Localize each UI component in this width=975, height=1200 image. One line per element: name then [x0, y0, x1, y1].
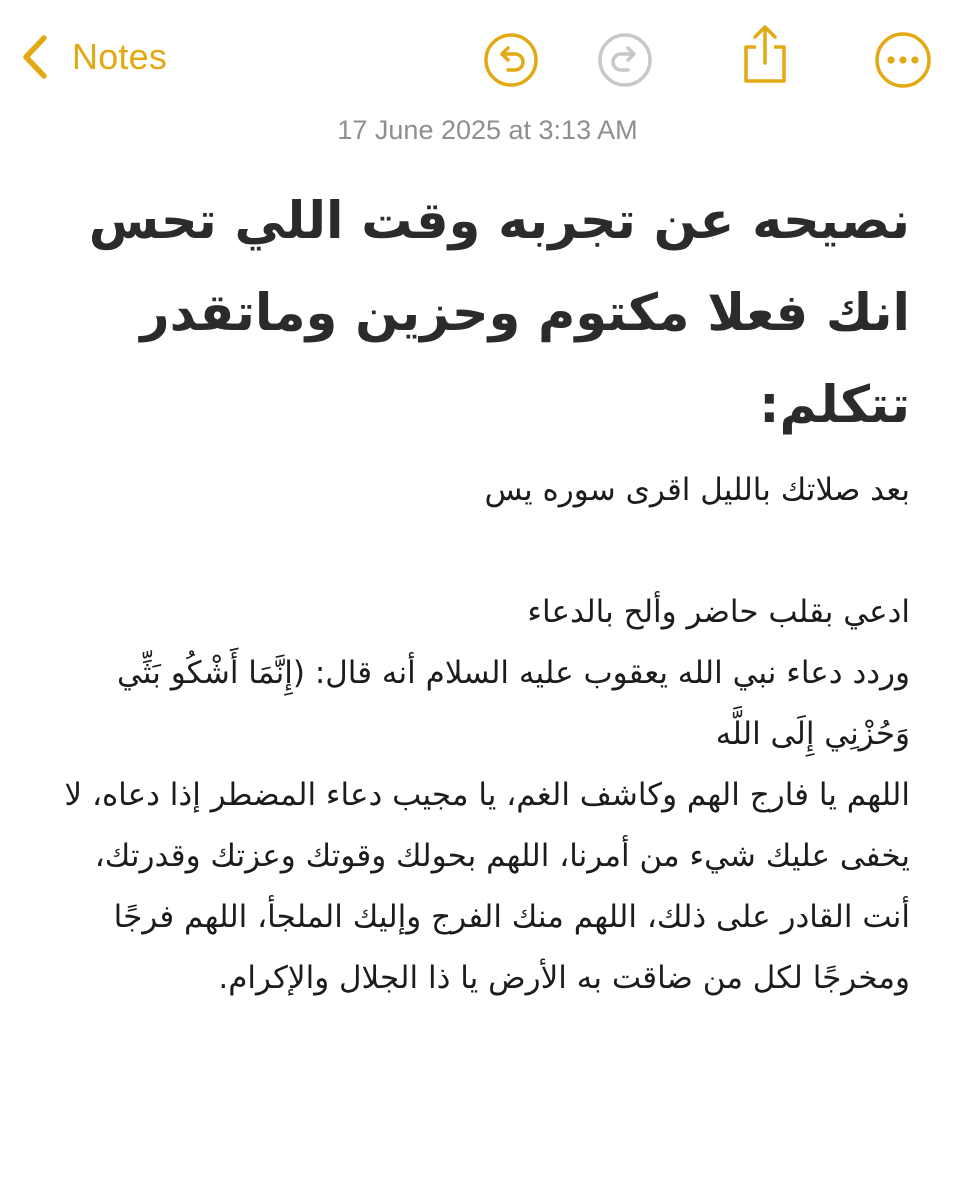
redo-button[interactable] — [596, 31, 654, 89]
share-icon — [739, 23, 791, 87]
note-paragraph[interactable]: اللهم يا فارج الهم وكاشف الغم، يا مجيب دعاء المضطر إذا دعاه، لا يخفى عليك شيء من أمرنا، اللهم بحولك وقوتك وعزتك وقدرتك، أنت القادر على ذلك، اللهم منك الفرج وإليك الملجأ، اللهم فرجًا ومخرجًا لكل من ضاقت به الأرض يا ذا الجلال والإكرام. — [64, 777, 910, 996]
note-paragraph[interactable]: وردد دعاء نبي الله يعقوب عليه السلام أنه قال: (إِنَّمَا أَشْكُو بَثِّي وَحُزْنِي إِلَى اللَّه — [117, 655, 910, 752]
note-text[interactable] — [60, 460, 910, 1009]
note-content[interactable] — [60, 176, 910, 1009]
note-paragraph[interactable]: بعد صلاتك بالليل اقرى سوره يس — [484, 472, 910, 508]
more-options-button[interactable] — [874, 31, 932, 89]
ellipsis-icon — [874, 31, 932, 89]
blank-line — [60, 521, 910, 582]
chevron-left-icon — [20, 33, 50, 81]
note-paragraph[interactable]: ادعي بقلب حاضر وألح بالدعاء — [527, 594, 910, 630]
note-timestamp: 17 June 2025 at 3:13 AM — [337, 115, 638, 145]
redo-icon — [597, 32, 653, 88]
share-button[interactable] — [736, 22, 794, 88]
undo-icon — [483, 32, 539, 88]
back-to-notes-button[interactable] — [20, 30, 167, 84]
back-label: Notes — [72, 36, 168, 77]
note-title[interactable]: نصيحه عن تجربه وقت اللي تحس انك فعلا مكتوم وحزين وماتقدر تتكلم: — [88, 192, 910, 435]
navigation-bar — [0, 0, 975, 115]
undo-button[interactable] — [482, 31, 540, 89]
